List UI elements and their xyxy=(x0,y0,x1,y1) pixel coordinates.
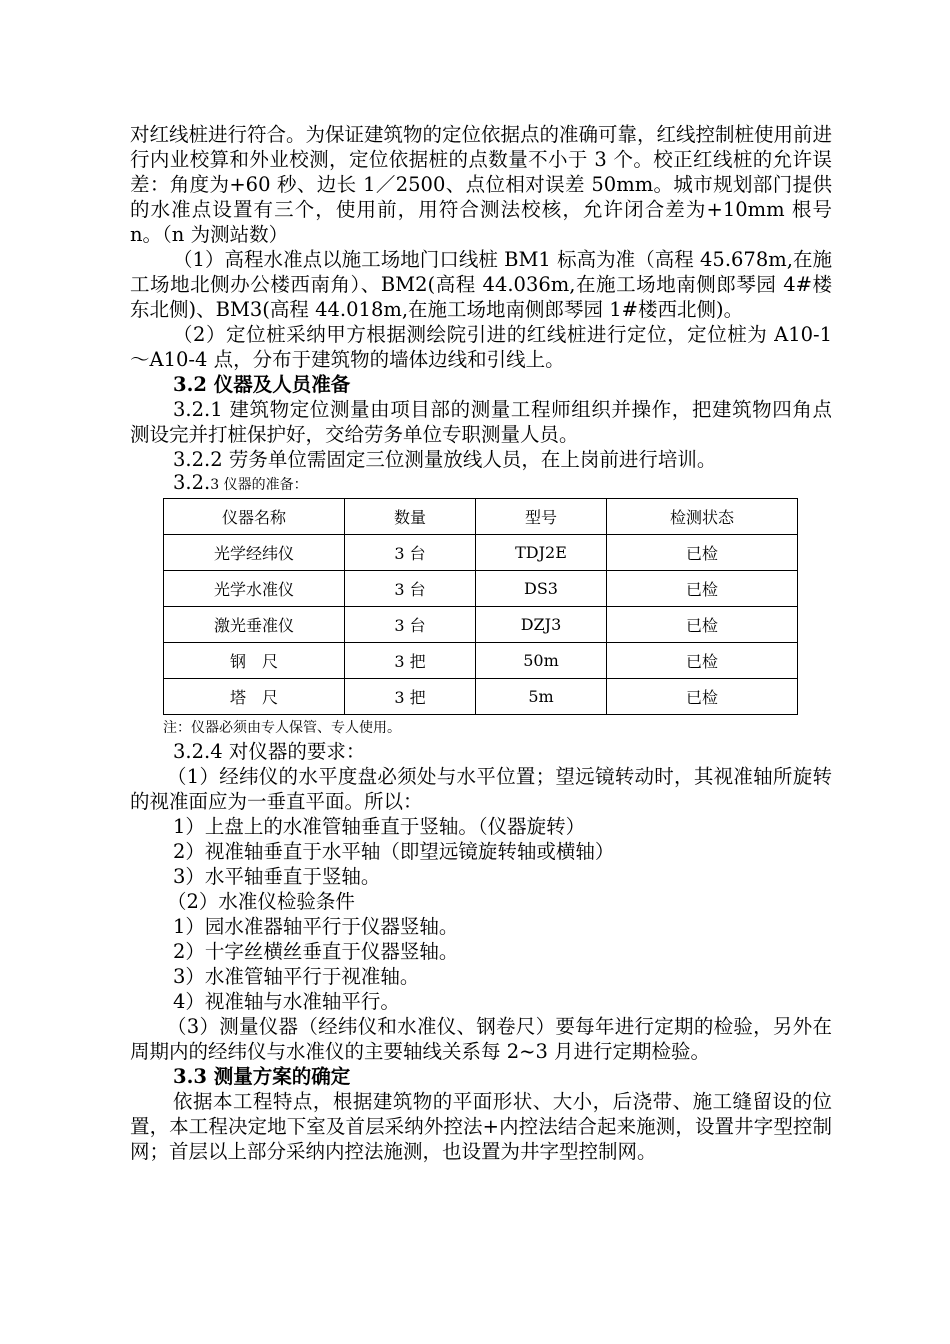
document-page xyxy=(130,122,832,1164)
table-header-row xyxy=(164,499,798,535)
requirement-line: （1）经纬仪的水平度盘必须处与水平位置；望远镜转动时，其视准轴所旋转的视准面应为一垂直平面。所以： xyxy=(130,765,832,813)
intro-paragraph-1: 对红线桩进行符合。为保证建筑物的定位依据点的准确可靠，红线控制桩使用前进行内业校算和外业校测，定位依据桩的点数量不小于 3 个。校正红线桩的允许误差：角度为+60 秒、边长 1／2500、点位相对误差 50mm。城市规划部门提供的水准点设置有三个，使用前，用符合测法校核，允许闭合差为+10mm 根号 n。（n 为测站数） xyxy=(130,123,833,246)
table-cell: 已检 xyxy=(607,607,798,643)
requirement-line: 4）视准轴与水准轴平行。 xyxy=(173,990,400,1013)
intro-paragraph-2: （1）高程水准点以施工场地门口线桩 BM1 标高为准（高程 45.678m,在施工场地北侧办公楼西南角）、BM2(高程 44.036m,在施工场地南侧郎琴园 4#楼东北侧)、BM3(高程 44.018m,在施工场地南侧郎琴园 1#楼西北侧)。 xyxy=(130,248,832,321)
table-row xyxy=(164,679,798,715)
section-3-3-paragraph: 依据本工程特点，根据建筑物的平面形状、大小，后浇带、施工缝留设的位置，本工程决定地下室及首层采纳外控法+内控法结合起来施测，设置井字型控制网；首层以上部分采纳内控法施测，也设置为井字型控制网。 xyxy=(130,1090,832,1163)
requirement-line: 2）视准轴垂直于水平轴（即望远镜旋转轴或横轴） xyxy=(173,840,615,863)
requirement-line: 1）上盘上的水准管轴垂直于竖轴。（仪器旋转） xyxy=(173,815,586,838)
section-3-2-heading: 3.2 仪器及人员准备 xyxy=(173,373,351,396)
table-cell: 光学水准仪 xyxy=(164,571,345,607)
table-cell: 已检 xyxy=(607,571,798,607)
table-cell: DZJ3 xyxy=(476,607,607,643)
requirement-line: 3）水准管轴平行于视准轴。 xyxy=(173,965,420,988)
section-3-2-3-number: 3.2. xyxy=(173,471,211,494)
table-row xyxy=(164,607,798,643)
intro-paragraph-3: （2）定位桩采纳甲方根据测绘院引进的红线桩进行定位，定位桩为 A10-1～A10-4 点，分布于建筑物的墙体边线和引线上。 xyxy=(130,323,832,371)
instrument-table xyxy=(163,498,798,715)
table-cell: 50m xyxy=(476,643,607,679)
requirement-line: 1）园水准器轴平行于仪器竖轴。 xyxy=(173,915,459,938)
table-cell: 3 把 xyxy=(345,679,476,715)
table-cell: 已检 xyxy=(607,679,798,715)
section-3-2-1: 3.2.1 建筑物定位测量由项目部的测量工程师组织并操作，把建筑物四角点测设完并打桩保护好，交给劳务单位专职测量人员。 xyxy=(130,398,832,446)
table-cell: 3 台 xyxy=(345,535,476,571)
table-row xyxy=(164,643,798,679)
table-cell: 激光垂准仪 xyxy=(164,607,345,643)
section-3-3-heading: 3.3 测量方案的确定 xyxy=(173,1065,351,1088)
table-header: 检测状态 xyxy=(607,499,798,535)
section-3-2-4-title: 3.2.4 对仪器的要求： xyxy=(173,740,366,763)
table-header: 型号 xyxy=(476,499,607,535)
section-3-2-3-text: 3 仪器的准备： xyxy=(210,477,308,493)
section-3-2-2: 3.2.2 劳务单位需固定三位测量放线人员，在上岗前进行培训。 xyxy=(173,448,717,471)
table-cell: 钢 尺 xyxy=(164,643,345,679)
requirement-line: （3）测量仪器（经纬仪和水准仪、钢卷尺）要每年进行定期的检验，另外在周期内的经纬仪与水准仪的主要轴线关系每 2~3 月进行定期检验。 xyxy=(130,1015,832,1063)
table-cell: 已检 xyxy=(607,535,798,571)
requirement-line: 3）水平轴垂直于竖轴。 xyxy=(173,865,381,888)
table-note: 注：仪器必须由专人保管、专人使用。 xyxy=(163,720,401,736)
table-cell: 5m xyxy=(476,679,607,715)
requirement-line: （2）水准仪检验条件 xyxy=(167,890,355,913)
table-cell: DS3 xyxy=(476,571,607,607)
table-cell: 已检 xyxy=(607,643,798,679)
table-row xyxy=(164,535,798,571)
table-header: 数量 xyxy=(345,499,476,535)
table-cell: 3 把 xyxy=(345,643,476,679)
table-cell: 光学经纬仪 xyxy=(164,535,345,571)
table-row xyxy=(164,571,798,607)
requirement-line: 2）十字丝横丝垂直于仪器竖轴。 xyxy=(173,940,459,963)
table-cell: TDJ2E xyxy=(476,535,607,571)
section-3-2-3 xyxy=(130,472,832,496)
table-cell: 3 台 xyxy=(345,607,476,643)
table-cell: 3 台 xyxy=(345,571,476,607)
table-cell: 塔 尺 xyxy=(164,679,345,715)
table-header: 仪器名称 xyxy=(164,499,345,535)
